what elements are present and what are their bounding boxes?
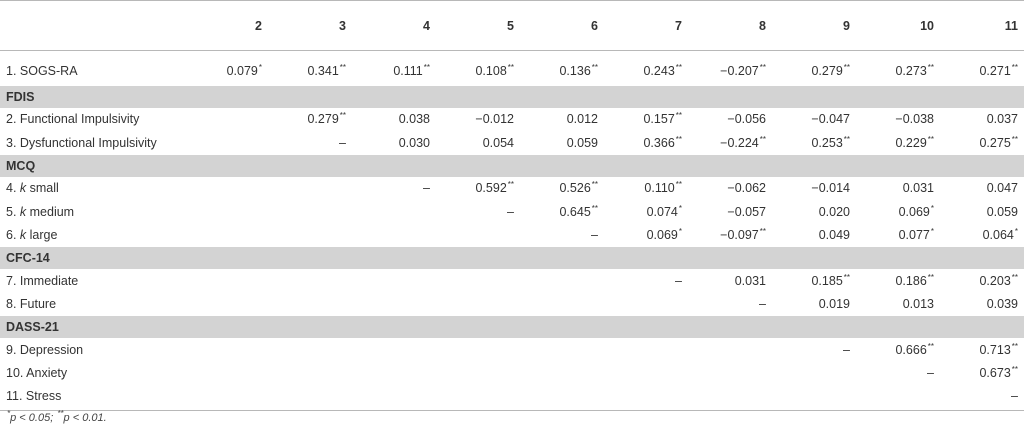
table-cell: 0.186** (895, 272, 934, 288)
table-cell: – (591, 228, 598, 243)
table-cell: 0.592** (475, 180, 514, 196)
table-cell: 0.064* (982, 227, 1018, 243)
table-cell (856, 385, 940, 410)
table-cell: 0.074* (646, 203, 682, 219)
table-cell: – (843, 342, 850, 357)
table-cell (436, 338, 520, 362)
significance-marker: ** (1011, 63, 1018, 73)
table-cell (436, 362, 520, 386)
table-cell (352, 293, 436, 317)
table-row (0, 293, 1024, 317)
table-cell (184, 200, 268, 224)
table-cell (352, 338, 436, 362)
table-cell: 0.713** (979, 341, 1018, 357)
table-cell: −0.012 (475, 112, 514, 127)
table-footnote: *p < 0.05; **p < 0.01. (7, 409, 107, 424)
column-header: 5 (436, 1, 520, 51)
table-cell (436, 385, 520, 410)
table-cell: −0.207** (720, 63, 766, 79)
table-cell (268, 269, 352, 293)
significance-marker: * (678, 227, 682, 237)
table-cell (520, 385, 604, 410)
table-cell: 0.030 (398, 135, 430, 150)
column-header: 4 (352, 1, 436, 51)
table-cell: 0.108** (475, 63, 514, 79)
table-row (0, 131, 1024, 155)
table-cell (352, 224, 436, 248)
significance-marker: ** (1011, 134, 1018, 144)
table-cell (772, 362, 856, 386)
table-cell: 0.136** (559, 63, 598, 79)
section-header-row (0, 86, 1024, 108)
table-cell: 0.077* (898, 227, 934, 243)
significance-marker: ** (927, 63, 934, 73)
table-cell: 0.279** (811, 63, 850, 79)
significance-marker: * (930, 227, 934, 237)
row-label: 6. k large (6, 228, 58, 243)
significance-marker: ** (675, 180, 682, 190)
table-cell (268, 200, 352, 224)
table-cell (352, 385, 436, 410)
significance-marker: * (7, 409, 11, 419)
significance-marker: ** (927, 341, 934, 351)
table-row (0, 269, 1024, 293)
significance-marker: ** (591, 180, 598, 190)
table-cell (520, 293, 604, 317)
row-label: 9. Depression (6, 342, 84, 357)
table-cell: 0.049 (818, 228, 850, 243)
row-label: 4. k small (6, 181, 59, 196)
table-cell (352, 269, 436, 293)
table-row (0, 108, 1024, 132)
table-cell: 0.243** (643, 63, 682, 79)
table-row (0, 224, 1024, 248)
table-cell (184, 108, 268, 132)
table-cell: 0.047 (986, 181, 1018, 196)
significance-marker: ** (927, 134, 934, 144)
table-cell (604, 385, 688, 410)
table-row (0, 200, 1024, 224)
column-header: 11 (940, 1, 1024, 51)
table-cell (184, 293, 268, 317)
significance-marker: * (678, 203, 682, 213)
table-cell: 0.019 (818, 297, 850, 312)
table-cell (184, 338, 268, 362)
table-cell: 0.013 (902, 297, 934, 312)
table-cell: −0.056 (727, 112, 766, 127)
significance-marker: ** (675, 134, 682, 144)
significance-marker: ** (1011, 272, 1018, 282)
table-cell: 0.020 (818, 204, 850, 219)
significance-marker: ** (843, 134, 850, 144)
table-cell (688, 362, 772, 386)
table-cell: 0.273** (895, 63, 934, 79)
table-cell: – (675, 273, 682, 288)
table-cell: – (423, 181, 430, 196)
row-label: 11. Stress (0, 385, 184, 410)
column-header: 10 (856, 1, 940, 51)
table-cell (184, 177, 268, 201)
table-cell: 0.271** (979, 63, 1018, 79)
table-cell (184, 385, 268, 410)
column-header: 7 (604, 1, 688, 51)
table-cell (520, 269, 604, 293)
table-cell (268, 385, 352, 410)
row-label: 7. Immediate (6, 273, 79, 288)
table-cell (352, 200, 436, 224)
header-row (0, 1, 1024, 51)
table-cell: −0.097** (720, 227, 766, 243)
table-cell: 0.253** (811, 134, 850, 150)
table-cell (604, 362, 688, 386)
table-cell: – (940, 385, 1024, 410)
table-cell (268, 224, 352, 248)
significance-marker: ** (57, 409, 64, 419)
section-header-row (0, 247, 1024, 269)
table-cell: 0.645** (559, 203, 598, 219)
table-cell (688, 385, 772, 410)
row-label: 1. SOGS-RA (6, 64, 78, 79)
table-cell: 0.039 (986, 297, 1018, 312)
table-cell (604, 338, 688, 362)
table-cell: 0.275** (979, 134, 1018, 150)
table-cell: −0.038 (895, 112, 934, 127)
table-cell: 0.079* (226, 63, 262, 79)
table-cell: 0.185** (811, 272, 850, 288)
table-cell: 0.666** (895, 341, 934, 357)
table-row (0, 362, 1024, 386)
section-header-row (0, 155, 1024, 177)
significance-marker: * (930, 203, 934, 213)
table-cell (184, 269, 268, 293)
table-cell: – (927, 366, 934, 381)
row-label: 3. Dysfunctional Impulsivity (6, 135, 157, 150)
table-cell (184, 362, 268, 386)
table-row (0, 338, 1024, 362)
significance-marker: ** (507, 180, 514, 190)
table-cell (184, 224, 268, 248)
column-header: 2 (184, 1, 268, 51)
table-cell: 0.031 (902, 181, 934, 196)
significance-marker: ** (507, 63, 514, 73)
table-cell: 0.341** (307, 63, 346, 79)
section-header-row (0, 316, 1024, 338)
table-row (0, 51, 1024, 86)
significance-marker: ** (339, 111, 346, 121)
table-cell (520, 338, 604, 362)
significance-marker: ** (927, 272, 934, 282)
significance-marker: * (258, 63, 262, 73)
table-cell (268, 293, 352, 317)
table-cell: −0.047 (811, 112, 850, 127)
table-cell: 0.366** (643, 134, 682, 150)
significance-marker: ** (675, 111, 682, 121)
table-cell: −0.224** (720, 134, 766, 150)
table-cell: 0.111** (393, 63, 430, 79)
table-cell: 0.059 (986, 204, 1018, 219)
table-cell (436, 269, 520, 293)
header-label-cell (0, 1, 184, 51)
table-cell: 0.673** (979, 365, 1018, 381)
table-cell (436, 224, 520, 248)
table-cell (268, 362, 352, 386)
table-row (0, 385, 1024, 410)
table-cell (436, 293, 520, 317)
significance-marker: * (1014, 227, 1018, 237)
table-cell: 0.203** (979, 272, 1018, 288)
table-cell: 0.069* (646, 227, 682, 243)
significance-marker: ** (339, 63, 346, 73)
table-cell: – (339, 135, 346, 150)
table-cell: 0.059 (566, 135, 598, 150)
significance-marker: ** (759, 227, 766, 237)
significance-marker: ** (1011, 341, 1018, 351)
table-cell: 0.038 (398, 112, 430, 127)
significance-marker: ** (759, 134, 766, 144)
table-cell (268, 338, 352, 362)
table-cell: 0.157** (643, 111, 682, 127)
table-cell: −0.014 (811, 181, 850, 196)
table-cell: 0.229** (895, 134, 934, 150)
section-label: DASS-21 (0, 316, 1024, 338)
table-cell: – (507, 204, 514, 219)
table-cell (352, 362, 436, 386)
significance-marker: ** (843, 272, 850, 282)
table-cell: 0.012 (566, 112, 598, 127)
table-cell (184, 131, 268, 155)
table-body (0, 51, 1024, 411)
table-cell: 0.526** (559, 180, 598, 196)
significance-marker: ** (423, 63, 430, 73)
table-cell (688, 338, 772, 362)
significance-marker: ** (843, 63, 850, 73)
table-cell: −0.062 (727, 181, 766, 196)
column-header: 9 (772, 1, 856, 51)
significance-marker: ** (591, 63, 598, 73)
row-label: 2. Functional Impulsivity (6, 112, 140, 127)
table-cell (604, 293, 688, 317)
table-cell (772, 385, 856, 410)
table-cell (268, 177, 352, 201)
table-cell: 0.054 (482, 135, 514, 150)
section-label: FDIS (0, 86, 1024, 108)
significance-marker: ** (759, 63, 766, 73)
significance-marker: ** (675, 63, 682, 73)
table-cell: 0.037 (986, 112, 1018, 127)
table-cell: 0.031 (734, 273, 766, 288)
significance-marker: ** (1011, 365, 1018, 375)
row-label: 5. k medium (6, 204, 75, 219)
column-header: 3 (268, 1, 352, 51)
section-label: MCQ (0, 155, 1024, 177)
row-label: 10. Anxiety (6, 366, 68, 381)
table-row (0, 177, 1024, 201)
table-cell: – (759, 297, 766, 312)
table-cell: 0.279** (307, 111, 346, 127)
row-label: 8. Future (6, 297, 57, 312)
column-header: 6 (520, 1, 604, 51)
section-label: CFC-14 (0, 247, 1024, 269)
column-header: 8 (688, 1, 772, 51)
table-cell (520, 362, 604, 386)
significance-marker: ** (591, 203, 598, 213)
table-cell: 0.110** (644, 180, 682, 196)
table-cell: 0.069* (898, 203, 934, 219)
table-cell: −0.057 (727, 204, 766, 219)
